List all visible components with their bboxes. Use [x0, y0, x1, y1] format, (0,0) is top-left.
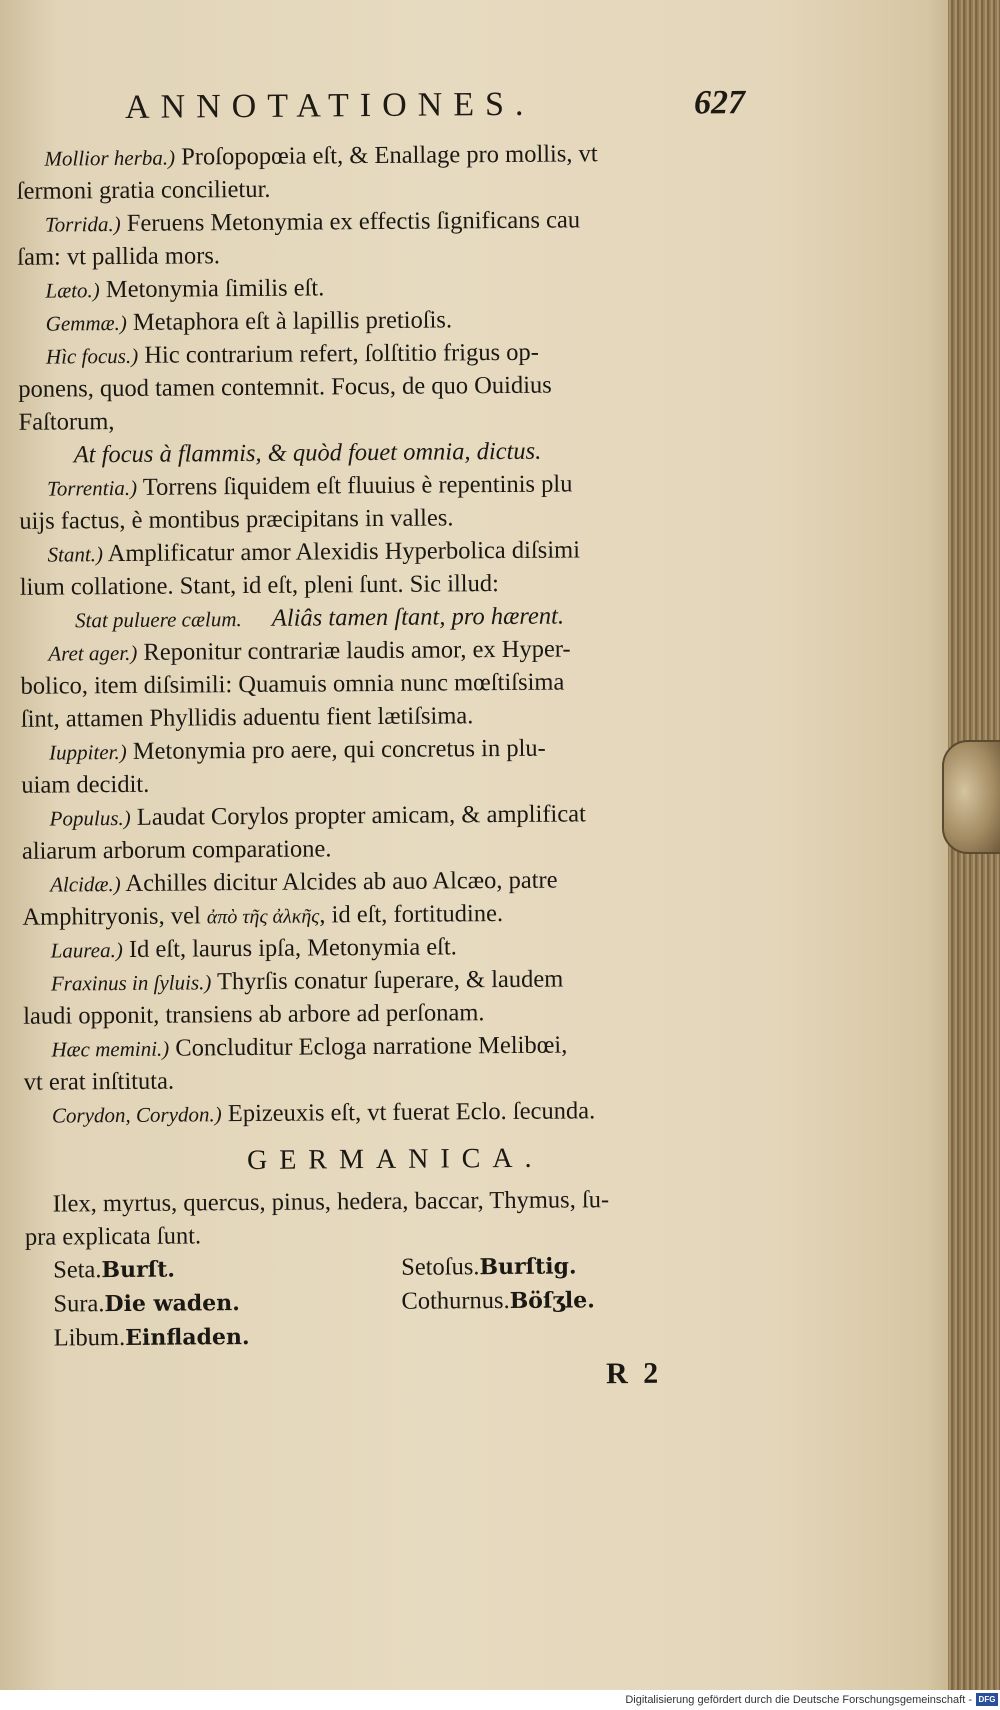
text-line: vt erat inſtituta.: [23, 1067, 175, 1096]
text-line: Torrida.) Feruens Metonymia ex effectis ſignificans cau: [44, 206, 581, 237]
text-line: uijs factus, è montibus præcipitans in valles.: [19, 504, 454, 535]
glossary-entry: Cothurnus.Böſʒle.: [401, 1286, 596, 1315]
lemma: Hìc focus.): [45, 343, 139, 369]
glossary-table: [25, 1248, 768, 1356]
lemma: Læto.): [45, 278, 100, 303]
verse-quote: Stat puluere cælum. Aliâs tamen ſtant, pro hærent.: [74, 602, 565, 633]
text-line: lium collatione. Stant, id eſt, pleni ſunt. Sic illud:: [19, 570, 499, 601]
lemma: Corydon, Corydon.): [51, 1102, 222, 1128]
glossary-entry: Sura.Die waden.: [53, 1290, 240, 1318]
footer: [0, 1690, 1000, 1710]
lemma: Aret ager.): [48, 640, 138, 666]
text-line: Hìc focus.) Hic contrarium refert, ſolſtitio frigus op-: [45, 338, 539, 369]
text-line: Stant.) Amplificatur amor Alexidis Hyperbolica diſsimi: [47, 536, 581, 568]
text-line: bolico, item diſsimili: Quamuis omnia nunc mœſtiſsima: [20, 668, 565, 700]
text-line: Hæc memini.) Concluditur Ecloga narratione Melibœi,: [51, 1031, 568, 1062]
lemma: Hæc memini.): [51, 1036, 170, 1062]
text-line: Ilex, myrtus, quercus, pinus, hedera, baccar, Thymus, ſu-: [52, 1186, 610, 1218]
glossary-entry: Libum.Einfladen.: [53, 1323, 250, 1352]
text-line: laudi opponit, transiens ab arbore ad perſonam.: [23, 999, 485, 1030]
text-line: Aret ager.) Reponitur contrariæ laudis amor, ex Hyper-: [48, 635, 571, 666]
book-clasp: [942, 740, 1000, 854]
lemma: Fraxinus in ſyluis.): [50, 970, 212, 996]
text-line: Gemmæ.) Metaphora eſt à lapillis pretioſis.: [45, 306, 453, 336]
running-head: ANNOTATIONES.: [124, 85, 535, 126]
lemma: Populus.): [49, 805, 131, 831]
text-line: ponens, quod tamen contemnit. Focus, de quo Ouidius: [18, 371, 552, 403]
text-line: pra explicata ſunt.: [24, 1222, 202, 1251]
text-line: Iuppiter.) Metonymia pro aere, qui concretus in plu-: [49, 734, 546, 765]
lemma: Alcidæ.): [50, 872, 121, 897]
greek-phrase: ἀπὸ τῆς ἀλκῆς: [206, 905, 320, 929]
signature-mark: R 2: [605, 1356, 663, 1391]
text-line: Amphitryonis, vel ἀπὸ τῆς ἀλκῆς, id eſt, fortitudine.: [22, 900, 504, 931]
page-header: [125, 84, 745, 135]
annotations-text: [16, 136, 768, 1356]
text-line: Populus.) Laudat Corylos propter amicam, & amplificat: [49, 800, 586, 831]
lemma: Stant.): [47, 542, 104, 567]
text-line: Faſtorum,: [18, 408, 115, 436]
text-line: Laurea.) Id eſt, laurus ipſa, Metonymia eſt.: [50, 933, 457, 963]
text-line: Fraxinus in ſyluis.) Thyrſis conatur ſuperare, & laudem: [50, 965, 564, 996]
dfg-logo-icon: DFG: [976, 1693, 998, 1706]
glossary-entry: Seta.Burſt.: [53, 1256, 176, 1284]
lemma: Gemmæ.): [45, 310, 127, 336]
text-line: ſam: vt pallida mors.: [17, 242, 221, 271]
text-line: Mollior herba.) Proſopopœia eſt, & Enallage pro mollis, vt: [44, 140, 598, 171]
text-line: ſint, attamen Phyllidis aduentu fient lætiſsima.: [20, 702, 474, 733]
footer-credit: Digitalisierung gefördert durch die Deutsche Forschungsgemeinschaft -: [625, 1694, 972, 1706]
section-heading: GERMANICA.: [246, 1142, 544, 1177]
text-line: Torrentia.) Torrens ſiquidem eſt fluuius è repentinis plu: [46, 470, 573, 501]
text-line: aliarum arborum comparatione.: [21, 835, 332, 865]
text-line: Læto.) Metonymia ſimilis eſt.: [45, 274, 325, 304]
text-line: Corydon, Corydon.) Epizeuxis eſt, vt fuerat Eclo. ſecunda.: [51, 1097, 596, 1128]
page-number: 627: [693, 84, 746, 122]
lemma: Mollior herba.): [44, 145, 176, 171]
text-line: Alcidæ.) Achilles dicitur Alcides ab auo Alcæo, patre: [50, 866, 558, 898]
lemma: Laurea.): [50, 937, 123, 963]
verse-quote: At focus à flammis, & quòd fouet omnia, dictus.: [73, 437, 542, 469]
text-line: ſermoni gratia concilietur.: [16, 175, 271, 205]
lemma: Torrida.): [44, 211, 121, 237]
text-line: uiam decidit.: [21, 770, 150, 799]
lemma: Torrentia.): [46, 475, 138, 501]
lemma: Iuppiter.): [49, 739, 127, 765]
glossary-entry: Setoſus.Burſtig.: [401, 1253, 577, 1281]
